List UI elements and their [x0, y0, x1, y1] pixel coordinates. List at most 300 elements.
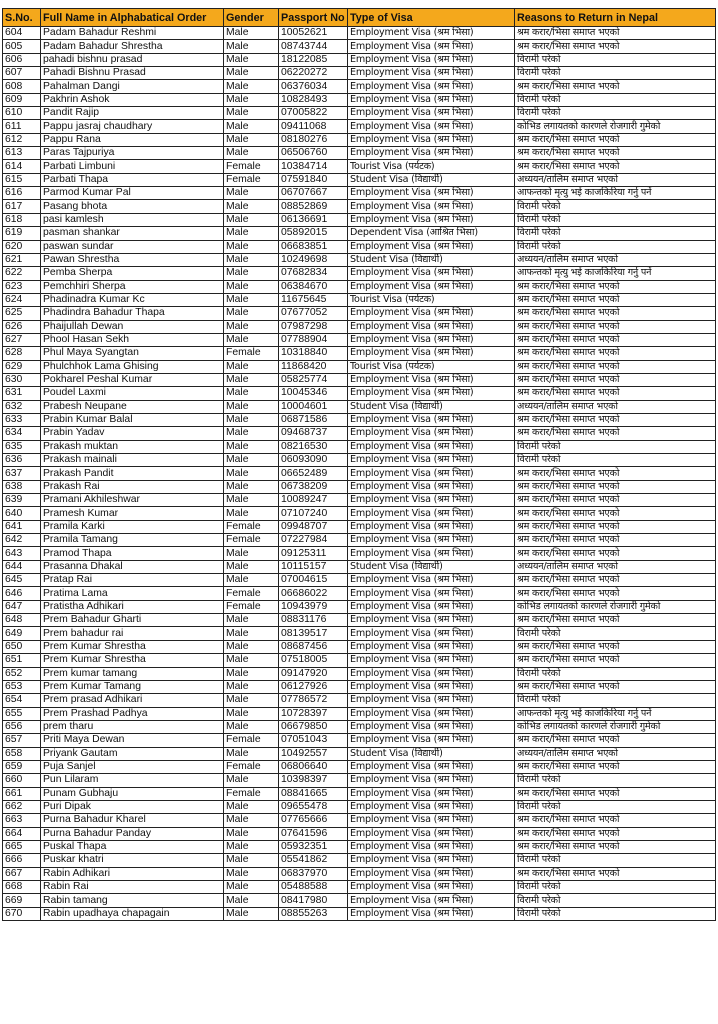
- cell-passport: 08743744: [279, 40, 348, 53]
- cell-gender: Male: [224, 494, 279, 507]
- cell-sno: 650: [3, 640, 41, 653]
- cell-reason: श्रम करार/भिसा समाप्त भएको: [515, 427, 716, 440]
- cell-reason: विरामी परेको: [515, 627, 716, 640]
- cell-passport: 08852869: [279, 200, 348, 213]
- table-row: [3, 200, 716, 213]
- cell-passport: 08180276: [279, 133, 348, 146]
- cell-sno: 625: [3, 307, 41, 320]
- cell-gender: Male: [224, 747, 279, 760]
- cell-sno: 615: [3, 173, 41, 186]
- cell-visa: Employment Visa (श्रम भिसा): [348, 600, 515, 613]
- cell-name: pahadi bishnu prasad: [41, 53, 224, 66]
- cell-visa: Employment Visa (श्रम भिसा): [348, 587, 515, 600]
- cell-reason: श्रम करार/भिसा समाप्त भएको: [515, 373, 716, 386]
- cell-name: Punam Gubhaju: [41, 787, 224, 800]
- cell-visa: Employment Visa (श्रम भिसा): [348, 534, 515, 547]
- cell-gender: Male: [224, 667, 279, 680]
- table-row: [3, 253, 716, 266]
- cell-passport: 05541862: [279, 854, 348, 867]
- cell-passport: 06506760: [279, 147, 348, 160]
- cell-name: Pramila Tamang: [41, 534, 224, 547]
- table-row: [3, 227, 716, 240]
- cell-visa: Employment Visa (श्रम भिसा): [348, 53, 515, 66]
- cell-passport: 10045346: [279, 387, 348, 400]
- cell-visa: Employment Visa (श्रम भिसा): [348, 720, 515, 733]
- cell-reason: श्रम करार/भिसा समाप्त भएको: [515, 867, 716, 880]
- cell-visa: Employment Visa (श्रम भिसा): [348, 373, 515, 386]
- cell-gender: Male: [224, 40, 279, 53]
- cell-gender: Male: [224, 654, 279, 667]
- cell-visa: Dependent Visa (आश्रित भिसा): [348, 227, 515, 240]
- cell-reason: विरामी परेको: [515, 894, 716, 907]
- table-row: [3, 307, 716, 320]
- cell-visa: Employment Visa (श्रम भिसा): [348, 667, 515, 680]
- cell-passport: 11868420: [279, 360, 348, 373]
- cell-reason: श्रम करार/भिसा समाप्त भएको: [515, 387, 716, 400]
- cell-name: Prem Kumar Shrestha: [41, 654, 224, 667]
- cell-name: Pratap Rai: [41, 574, 224, 587]
- cell-reason: श्रम करार/भिसा समाप्त भएको: [515, 40, 716, 53]
- cell-gender: Male: [224, 320, 279, 333]
- cell-sno: 617: [3, 200, 41, 213]
- cell-passport: 06837970: [279, 867, 348, 880]
- cell-name: Prem bahadur rai: [41, 627, 224, 640]
- table-row: [3, 320, 716, 333]
- table-row: [3, 27, 716, 40]
- cell-name: Pemba Sherpa: [41, 267, 224, 280]
- table-row: [3, 547, 716, 560]
- cell-name: Parbati Thapa: [41, 173, 224, 186]
- cell-passport: 06376034: [279, 80, 348, 93]
- cell-passport: 10004601: [279, 400, 348, 413]
- header-gender: Gender: [224, 9, 279, 27]
- cell-reason: श्रम करार/भिसा समाप्त भएको: [515, 467, 716, 480]
- cell-reason: विरामी परेको: [515, 213, 716, 226]
- cell-passport: 10943979: [279, 600, 348, 613]
- cell-sno: 611: [3, 120, 41, 133]
- table-row: [3, 840, 716, 853]
- cell-name: prem tharu: [41, 720, 224, 733]
- cell-passport: 06127926: [279, 680, 348, 693]
- cell-visa: Employment Visa (श्रम भिसा): [348, 867, 515, 880]
- cell-visa: Student Visa (विद्यार्थी): [348, 253, 515, 266]
- cell-visa: Employment Visa (श्रम भिसा): [348, 413, 515, 426]
- cell-name: Prem prasad Adhikari: [41, 694, 224, 707]
- table-row: [3, 867, 716, 880]
- cell-visa: Employment Visa (श्रम भिसा): [348, 840, 515, 853]
- cell-passport: 08417980: [279, 894, 348, 907]
- cell-passport: 07677052: [279, 307, 348, 320]
- cell-name: Prem Bahadur Gharti: [41, 614, 224, 627]
- cell-passport: 07518005: [279, 654, 348, 667]
- cell-visa: Employment Visa (श्रम भिसा): [348, 267, 515, 280]
- cell-name: Prakash muktan: [41, 440, 224, 453]
- cell-visa: Employment Visa (श्रम भिसा): [348, 760, 515, 773]
- cell-reason: आफन्तको मृत्यु भई काजकिरिया गर्नु पर्ने: [515, 267, 716, 280]
- table-row: [3, 53, 716, 66]
- table-row: [3, 614, 716, 627]
- cell-sno: 644: [3, 560, 41, 573]
- cell-sno: 657: [3, 734, 41, 747]
- cell-sno: 605: [3, 40, 41, 53]
- cell-reason: श्रम करार/भिसा समाप्त भएको: [515, 814, 716, 827]
- cell-sno: 621: [3, 253, 41, 266]
- table-row: [3, 120, 716, 133]
- cell-name: Prakash Rai: [41, 480, 224, 493]
- cell-gender: Male: [224, 707, 279, 720]
- header-reason: Reasons to Return in Nepal: [515, 9, 716, 27]
- cell-name: Prem Prashad Padhya: [41, 707, 224, 720]
- cell-visa: Employment Visa (श्रम भिसा): [348, 333, 515, 346]
- cell-name: Prabin Kumar Balal: [41, 413, 224, 426]
- table-row: [3, 280, 716, 293]
- cell-visa: Employment Visa (श्रम भिसा): [348, 80, 515, 93]
- table-row: [3, 267, 716, 280]
- table-row: [3, 720, 716, 733]
- cell-sno: 620: [3, 240, 41, 253]
- cell-sno: 664: [3, 827, 41, 840]
- cell-gender: Male: [224, 827, 279, 840]
- cell-sno: 668: [3, 881, 41, 894]
- table-row: [3, 427, 716, 440]
- cell-reason: श्रम करार/भिसा समाप्त भएको: [515, 360, 716, 373]
- cell-reason: श्रम करार/भिसा समाप्त भएको: [515, 587, 716, 600]
- cell-sno: 655: [3, 707, 41, 720]
- cell-sno: 654: [3, 694, 41, 707]
- table-row: [3, 373, 716, 386]
- cell-passport: 07004615: [279, 574, 348, 587]
- cell-name: Prabin Yadav: [41, 427, 224, 440]
- cell-gender: Female: [224, 160, 279, 173]
- header-visa: Type of Visa: [348, 9, 515, 27]
- cell-passport: 06136691: [279, 213, 348, 226]
- table-row: [3, 160, 716, 173]
- cell-passport: 07682834: [279, 267, 348, 280]
- table-row: [3, 454, 716, 467]
- table-row: [3, 680, 716, 693]
- cell-sno: 635: [3, 440, 41, 453]
- table-row: [3, 147, 716, 160]
- cell-sno: 646: [3, 587, 41, 600]
- cell-visa: Employment Visa (श्रम भिसा): [348, 427, 515, 440]
- table-row: [3, 574, 716, 587]
- cell-passport: 10249698: [279, 253, 348, 266]
- cell-passport: 05825774: [279, 373, 348, 386]
- cell-passport: 09411068: [279, 120, 348, 133]
- cell-visa: Employment Visa (श्रम भिसा): [348, 187, 515, 200]
- cell-reason: श्रम करार/भिसा समाप्त भएको: [515, 307, 716, 320]
- cell-passport: 07641596: [279, 827, 348, 840]
- cell-reason: विरामी परेको: [515, 667, 716, 680]
- cell-name: Padam Bahadur Reshmi: [41, 27, 224, 40]
- cell-visa: Employment Visa (श्रम भिसा): [348, 347, 515, 360]
- cell-name: Rabin upadhaya chapagain: [41, 907, 224, 920]
- cell-sno: 662: [3, 800, 41, 813]
- table-row: [3, 240, 716, 253]
- cell-gender: Female: [224, 760, 279, 773]
- cell-name: pasman shankar: [41, 227, 224, 240]
- cell-visa: Employment Visa (श्रम भिसा): [348, 800, 515, 813]
- cell-sno: 624: [3, 293, 41, 306]
- cell-sno: 640: [3, 507, 41, 520]
- cell-reason: श्रम करार/भिसा समाप्त भएको: [515, 160, 716, 173]
- cell-name: Pandit Rajip: [41, 107, 224, 120]
- cell-reason: विरामी परेको: [515, 227, 716, 240]
- cell-visa: Employment Visa (श्रम भिसा): [348, 827, 515, 840]
- cell-visa: Employment Visa (श्रम भिसा): [348, 574, 515, 587]
- cell-reason: विरामी परेको: [515, 774, 716, 787]
- cell-reason: विरामी परेको: [515, 800, 716, 813]
- cell-visa: Employment Visa (श्रम भिसा): [348, 107, 515, 120]
- cell-passport: 07005822: [279, 107, 348, 120]
- cell-passport: 07786572: [279, 694, 348, 707]
- cell-name: Puskar khatri: [41, 854, 224, 867]
- cell-gender: Male: [224, 93, 279, 106]
- cell-visa: Employment Visa (श्रम भिसा): [348, 707, 515, 720]
- cell-visa: Student Visa (विद्यार्थी): [348, 400, 515, 413]
- cell-sno: 631: [3, 387, 41, 400]
- cell-reason: अध्ययन/तालिम समाप्त भएको: [515, 560, 716, 573]
- cell-reason: अध्ययन/तालिम समाप्त भएको: [515, 747, 716, 760]
- cell-reason: विरामी परेको: [515, 107, 716, 120]
- cell-visa: Employment Visa (श्रम भिसा): [348, 507, 515, 520]
- table-row: [3, 213, 716, 226]
- cell-sno: 630: [3, 373, 41, 386]
- cell-reason: विरामी परेको: [515, 53, 716, 66]
- cell-name: Pahalman Dangi: [41, 80, 224, 93]
- table-row: [3, 760, 716, 773]
- cell-reason: विरामी परेको: [515, 881, 716, 894]
- cell-gender: Male: [224, 227, 279, 240]
- cell-gender: Male: [224, 53, 279, 66]
- cell-visa: Employment Visa (श्रम भिसा): [348, 27, 515, 40]
- cell-visa: Employment Visa (श्रम भिसा): [348, 93, 515, 106]
- cell-passport: 10728397: [279, 707, 348, 720]
- cell-name: Pappu jasraj chaudhary: [41, 120, 224, 133]
- cell-gender: Male: [224, 774, 279, 787]
- cell-name: Parmod Kumar Pal: [41, 187, 224, 200]
- table-row: [3, 694, 716, 707]
- cell-reason: श्रम करार/भिसा समाप्त भएको: [515, 347, 716, 360]
- cell-visa: Employment Visa (श्रम भिसा): [348, 213, 515, 226]
- table-row: [3, 600, 716, 613]
- cell-name: Rabin tamang: [41, 894, 224, 907]
- cell-visa: Employment Visa (श्रम भिसा): [348, 387, 515, 400]
- cell-passport: 10318840: [279, 347, 348, 360]
- cell-passport: 10052621: [279, 27, 348, 40]
- table-row: [3, 654, 716, 667]
- cell-reason: कोभिड लगायतको कारणले रोजगारी गुमेको: [515, 120, 716, 133]
- cell-name: Phul Maya Syangtan: [41, 347, 224, 360]
- cell-reason: श्रम करार/भिसा समाप्त भएको: [515, 614, 716, 627]
- cell-name: Padam Bahadur Shrestha: [41, 40, 224, 53]
- table-row: [3, 67, 716, 80]
- cell-name: Prem Kumar Shrestha: [41, 640, 224, 653]
- cell-gender: Male: [224, 387, 279, 400]
- cell-name: Prabesh Neupane: [41, 400, 224, 413]
- cell-sno: 632: [3, 400, 41, 413]
- table-row: [3, 907, 716, 920]
- table-row: [3, 627, 716, 640]
- cell-sno: 608: [3, 80, 41, 93]
- table-row: [3, 440, 716, 453]
- cell-passport: 07591840: [279, 173, 348, 186]
- cell-reason: श्रम करार/भिसा समाप्त भएको: [515, 574, 716, 587]
- cell-gender: Male: [224, 467, 279, 480]
- cell-name: Prakash mainali: [41, 454, 224, 467]
- cell-name: Puja Sanjel: [41, 760, 224, 773]
- cell-sno: 638: [3, 480, 41, 493]
- cell-gender: Male: [224, 187, 279, 200]
- cell-visa: Employment Visa (श्रम भिसा): [348, 480, 515, 493]
- cell-sno: 613: [3, 147, 41, 160]
- table-row: [3, 587, 716, 600]
- table-row: [3, 894, 716, 907]
- table-row: [3, 360, 716, 373]
- table-row: [3, 333, 716, 346]
- cell-visa: Employment Visa (श्रम भिसा): [348, 907, 515, 920]
- table-row: [3, 494, 716, 507]
- cell-reason: विरामी परेको: [515, 854, 716, 867]
- cell-reason: विरामी परेको: [515, 67, 716, 80]
- cell-gender: Male: [224, 213, 279, 226]
- cell-visa: Student Visa (विद्यार्थी): [348, 560, 515, 573]
- cell-gender: Male: [224, 454, 279, 467]
- cell-passport: 05488588: [279, 881, 348, 894]
- cell-passport: 07765666: [279, 814, 348, 827]
- table-row: [3, 534, 716, 547]
- cell-reason: श्रम करार/भिसा समाप्त भएको: [515, 333, 716, 346]
- cell-passport: 06871586: [279, 413, 348, 426]
- cell-gender: Male: [224, 360, 279, 373]
- cell-gender: Male: [224, 253, 279, 266]
- table-row: [3, 800, 716, 813]
- cell-passport: 10089247: [279, 494, 348, 507]
- cell-gender: Male: [224, 147, 279, 160]
- cell-sno: 669: [3, 894, 41, 907]
- cell-gender: Male: [224, 267, 279, 280]
- cell-sno: 618: [3, 213, 41, 226]
- cell-reason: विरामी परेको: [515, 694, 716, 707]
- cell-gender: Female: [224, 587, 279, 600]
- cell-gender: Male: [224, 867, 279, 880]
- table-row: [3, 187, 716, 200]
- cell-name: Phadindra Bahadur Thapa: [41, 307, 224, 320]
- cell-reason: श्रम करार/भिसा समाप्त भएको: [515, 494, 716, 507]
- cell-reason: श्रम करार/भिसा समाप्त भएको: [515, 654, 716, 667]
- cell-sno: 622: [3, 267, 41, 280]
- cell-reason: अध्ययन/तालिम समाप्त भएको: [515, 253, 716, 266]
- cell-reason: विरामी परेको: [515, 93, 716, 106]
- cell-sno: 652: [3, 667, 41, 680]
- cell-visa: Employment Visa (श्रम भिसा): [348, 147, 515, 160]
- table-row: [3, 173, 716, 186]
- cell-name: Phadinadra Kumar Kc: [41, 293, 224, 306]
- cell-name: Priti Maya Dewan: [41, 734, 224, 747]
- cell-sno: 663: [3, 814, 41, 827]
- table-row: [3, 293, 716, 306]
- cell-reason: विरामी परेको: [515, 200, 716, 213]
- cell-gender: Male: [224, 907, 279, 920]
- cell-visa: Employment Visa (श्रम भिसा): [348, 654, 515, 667]
- cell-passport: 07227984: [279, 534, 348, 547]
- header-sno: S.No.: [3, 9, 41, 27]
- cell-passport: 10384714: [279, 160, 348, 173]
- cell-name: Pramila Karki: [41, 520, 224, 533]
- cell-reason: कोभिड लगायतको कारणले रोजगारी गुमेको: [515, 720, 716, 733]
- cell-passport: 10115157: [279, 560, 348, 573]
- cell-gender: Female: [224, 520, 279, 533]
- table-row: [3, 40, 716, 53]
- cell-name: Phulchhok Lama Ghising: [41, 360, 224, 373]
- cell-gender: Male: [224, 107, 279, 120]
- cell-reason: श्रम करार/भिसा समाप्त भएको: [515, 147, 716, 160]
- cell-name: Prakash Pandit: [41, 467, 224, 480]
- cell-visa: Employment Visa (श्रम भिसा): [348, 40, 515, 53]
- cell-sno: 619: [3, 227, 41, 240]
- cell-reason: श्रम करार/भिसा समाप्त भएको: [515, 640, 716, 653]
- cell-reason: आफन्तको मृत्यु भई काजकिरिया गर्नु पर्ने: [515, 707, 716, 720]
- cell-gender: Male: [224, 480, 279, 493]
- cell-name: pasi kamlesh: [41, 213, 224, 226]
- cell-visa: Tourist Visa (पर्यटक): [348, 293, 515, 306]
- cell-gender: Male: [224, 840, 279, 853]
- cell-gender: Male: [224, 67, 279, 80]
- cell-sno: 637: [3, 467, 41, 480]
- cell-visa: Tourist Visa (पर्यटक): [348, 160, 515, 173]
- cell-name: Priyank Gautam: [41, 747, 224, 760]
- cell-passport: 09468737: [279, 427, 348, 440]
- table-row: [3, 80, 716, 93]
- cell-passport: 06220272: [279, 67, 348, 80]
- cell-name: Phaijullah Dewan: [41, 320, 224, 333]
- cell-passport: 11675645: [279, 293, 348, 306]
- cell-gender: Male: [224, 640, 279, 653]
- cell-sno: 651: [3, 654, 41, 667]
- cell-gender: Female: [224, 534, 279, 547]
- cell-visa: Employment Visa (श्रम भिसा): [348, 614, 515, 627]
- cell-passport: 07788904: [279, 333, 348, 346]
- cell-sno: 634: [3, 427, 41, 440]
- cell-gender: Male: [224, 120, 279, 133]
- cell-gender: Male: [224, 400, 279, 413]
- cell-passport: 08139517: [279, 627, 348, 640]
- cell-gender: Male: [224, 854, 279, 867]
- cell-gender: Female: [224, 787, 279, 800]
- cell-sno: 666: [3, 854, 41, 867]
- cell-gender: Male: [224, 307, 279, 320]
- cell-visa: Employment Visa (श्रम भिसा): [348, 520, 515, 533]
- cell-visa: Employment Visa (श्रम भिसा): [348, 280, 515, 293]
- table-row: [3, 480, 716, 493]
- table-row: [3, 881, 716, 894]
- cell-visa: Employment Visa (श्रम भिसा): [348, 854, 515, 867]
- cell-gender: Male: [224, 373, 279, 386]
- cell-sno: 642: [3, 534, 41, 547]
- cell-visa: Employment Visa (श्रम भिसा): [348, 200, 515, 213]
- cell-passport: 06707667: [279, 187, 348, 200]
- cell-visa: Tourist Visa (पर्यटक): [348, 360, 515, 373]
- cell-visa: Employment Visa (श्रम भिसा): [348, 320, 515, 333]
- table-row: [3, 640, 716, 653]
- cell-passport: 08687456: [279, 640, 348, 653]
- cell-sno: 609: [3, 93, 41, 106]
- cell-gender: Male: [224, 200, 279, 213]
- cell-visa: Student Visa (विद्यार्थी): [348, 747, 515, 760]
- table-row: [3, 827, 716, 840]
- cell-reason: कोभिड लगायतको कारणले रोजगारी गुमेको: [515, 600, 716, 613]
- cell-visa: Employment Visa (श्रम भिसा): [348, 120, 515, 133]
